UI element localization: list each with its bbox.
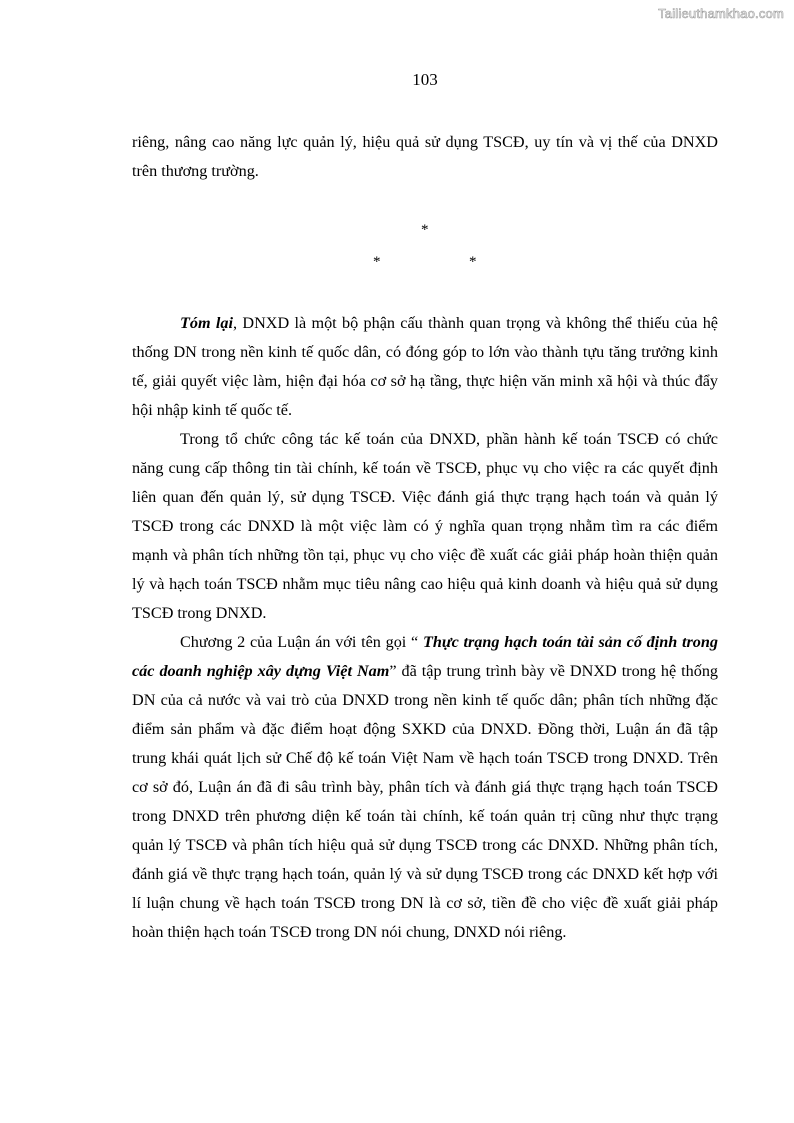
separator-star-left: * (373, 254, 381, 270)
site-watermark: Tailieuthamkhao.com (658, 6, 784, 21)
conclusion-paragraph-1-text: , DNXD là một bộ phận cấu thành quan trọng và không thể thiếu của hệ thống DN trong nền kinh tế quốc dân, có đóng góp to lớn vào thành tựu tăng trưởng kinh tế, giải quyết việc làm, hiện đại hóa cơ sở hạ tầng, thực hiện văn minh xã hội và thúc đẩy hội nhập kinh tế quốc tế. (132, 314, 718, 419)
continued-paragraph (132, 128, 718, 186)
conclusion-paragraph-1 (132, 309, 718, 425)
conclusion-paragraph-3 (132, 628, 718, 947)
conclusion-paragraph-2: Trong tổ chức công tác kế toán của DNXD, phần hành kế toán TSCĐ có chức năng cung cấp thông tin tài chính, kế toán về TSCĐ, phục vụ cho việc ra các quyết định liên quan đến quản lý, sử dụng TSCĐ. Việc đánh giá thực trạng hạch toán và quản lý TSCĐ trong các DNXD là một việc làm có ý nghĩa quan trọng nhằm tìm ra các điểm mạnh và phân tích những tồn tại, phục vụ cho việc đề xuất các giải pháp hoàn thiện quản lý và hạch toán TSCĐ nhằm mục tiêu nâng cao hiệu quả kinh doanh và hiệu quả sử dụng TSCĐ trong DNXD. (132, 430, 718, 622)
conclusion-lead-term: Tóm lại (180, 314, 233, 332)
separator-star-right: * (469, 254, 477, 270)
page-number: 103 (412, 70, 438, 89)
chapter-title: Thực trạng hạch toán tài sản cố định trong các doanh nghiệp xây dựng Việt Nam (132, 633, 718, 680)
paragraph-3-body: ” đã tập trung trình bày về DNXD trong hệ thống DN của cả nước và vai trò của DNXD trong nền kinh tế quốc dân; phân tích những đặc điểm sản phẩm và đặc điểm hoạt động SXKD của DNXD. Đồng thời, Luận án đã tập trung khái quát lịch sử Chế độ kế toán Việt Nam về hạch toán TSCĐ trong DNXD. Trên cơ sở đó, Luận án đã đi sâu trình bày, phân tích và đánh giá thực trạng hạch toán TSCĐ trong DNXD trên phương diện kế toán tài chính, kế toán quản trị cũng như thực trạng quản lý TSCĐ và phân tích hiệu quả sử dụng TSCĐ trong các DNXD. Những phân tích, đánh giá về thực trạng hạch toán, quản lý và sử dụng TSCĐ trong các DNXD kết hợp với lí luận chung về hạch toán TSCĐ trong DN là cơ sở, tiền đề cho việc đề xuất giải pháp hoàn thiện hạch toán TSCĐ trong DN nói chung, DNXD nói riêng. (132, 662, 719, 941)
paragraph-3-intro: Chương 2 của Luận án với tên gọi “ (180, 633, 423, 651)
paragraph-continuation: riêng, nâng cao năng lực quản lý, hiệu quả sử dụng TSCĐ, uy tín và vị thế của DNXD trên thương trường. (132, 133, 718, 180)
conclusion-section (132, 309, 718, 947)
separator-star-top: * (421, 222, 429, 238)
